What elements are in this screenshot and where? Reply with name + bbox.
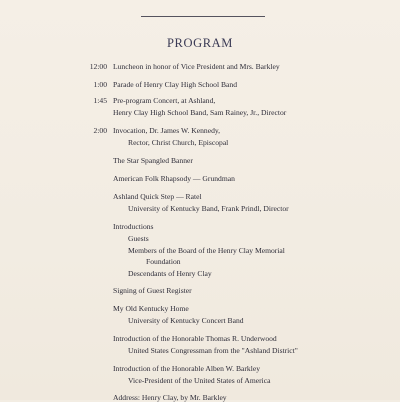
item-barkley-line2: Vice-President of the United States of America [128,376,271,385]
time-2-00: 2:00 [93,126,107,135]
item-introductions-descendants: Descendants of Henry Clay [128,269,212,278]
item-parade: Parade of Henry Clay High School Band [113,80,238,89]
item-invocation-line2: Rector, Christ Church, Episcopal [128,138,229,147]
item-introductions-board-line2: Foundation [146,257,181,266]
item-address: Address: Henry Clay, by Mr. Barkley [113,393,227,402]
item-underwood-line1: Introduction of the Honorable Thomas R. Underwood [113,334,277,343]
item-rhapsody: American Folk Rhapsody — Grundman [113,174,235,183]
item-underwood-line2: United States Congressman from the "Ashland District" [128,346,298,355]
item-introductions-guests: Guests [128,234,149,243]
item-barkley-line1: Introduction of the Honorable Alben W. Barkley [113,364,260,373]
item-quickstep-line1: Ashland Quick Step — Ratel [113,192,202,201]
item-kentucky-home-line1: My Old Kentucky Home [113,304,189,313]
time-1-45: 1:45 [93,96,107,105]
item-guest-register: Signing of Guest Register [113,286,192,295]
item-anthem: The Star Spangled Banner [113,156,193,165]
item-luncheon: Luncheon in honor of Vice President and Mrs. Barkley [113,62,280,71]
page-title: PROGRAM [166,36,234,50]
item-preprogram-line1: Pre-program Concert, at Ashland, [113,96,216,105]
top-divider [141,16,265,17]
item-quickstep-line2: University of Kentucky Band, Frank Prindl, Director [128,204,289,213]
time-12-00: 12:00 [89,62,107,71]
item-introductions-board-line1: Members of the Board of the Henry Clay Memorial [128,246,285,255]
item-invocation-line1: Invocation, Dr. James W. Kennedy, [113,126,221,135]
item-preprogram-line2: Henry Clay High School Band, Sam Rainey, Jr., Director [113,108,287,117]
item-kentucky-home-line2: University of Kentucky Concert Band [128,316,244,325]
item-introductions-heading: Introductions [113,222,154,231]
time-1-00: 1:00 [93,80,107,89]
